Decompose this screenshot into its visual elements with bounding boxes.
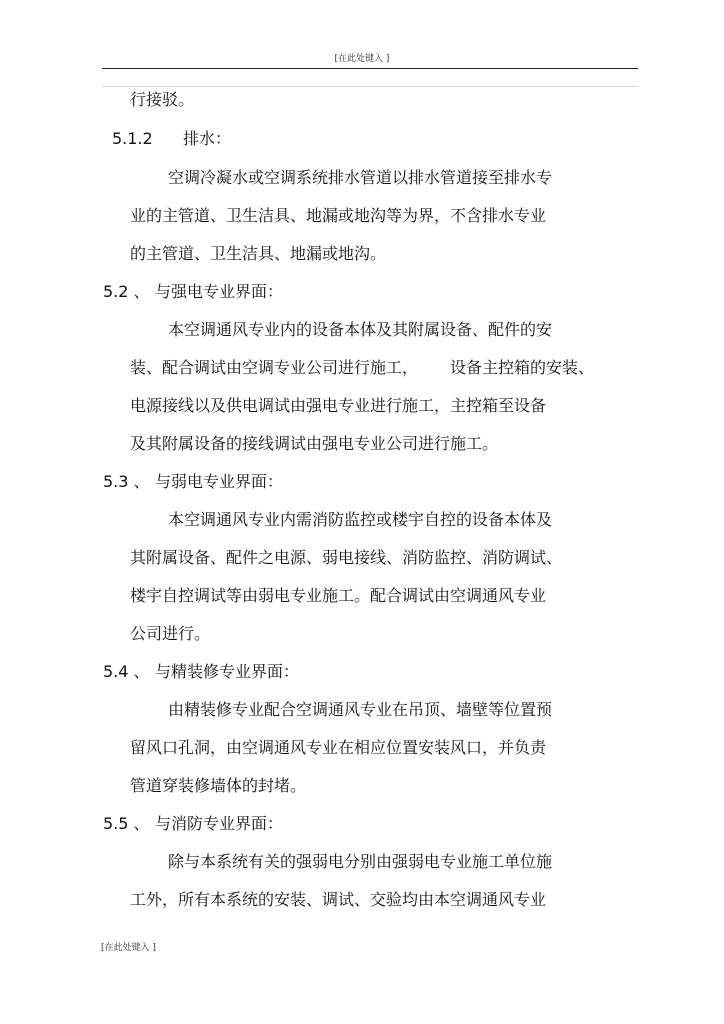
body-line: 管道穿装修墙体的封堵。 bbox=[130, 776, 307, 795]
section-number: 5.1.2 bbox=[112, 129, 153, 148]
section-heading bbox=[103, 814, 283, 834]
section-number: 5.4 、 bbox=[103, 662, 150, 681]
section-heading bbox=[103, 282, 283, 302]
section-title: 与弱电专业界面： bbox=[155, 472, 284, 491]
page-header: [在此处键入 ] bbox=[334, 54, 390, 64]
body-line: 工外，所有本系统的安装、调试、交验均由本空调通风专业 bbox=[130, 890, 547, 909]
page-footer: [在此处键入 ] bbox=[101, 943, 156, 953]
body-line: 楼宇自控调试等由弱电专业施工。配合调试由空调通风专业 bbox=[130, 586, 547, 605]
body-line: 本空调通风专业内需消防监控或楼宇自控的设备本体及 bbox=[168, 510, 553, 529]
body-line: 业的主管道、卫生洁具、地漏或地沟等为界，不含排水专业 bbox=[130, 206, 547, 225]
body-line: 及其附属设备的接线调试由强电专业公司进行施工。 bbox=[130, 434, 499, 453]
body-line: 行接驳。 bbox=[130, 90, 195, 109]
section-title: 排水： bbox=[183, 129, 232, 148]
body-line: 电源接线以及供电调试由强电专业进行施工，主控箱至设备 bbox=[130, 396, 547, 415]
header-rule bbox=[102, 68, 638, 69]
section-heading bbox=[103, 662, 299, 682]
section-number: 5.2 、 bbox=[103, 282, 150, 301]
body-line: 其附属设备、配件之电源、弱电接线、消防监控、消防调试、 bbox=[130, 548, 563, 567]
section-heading bbox=[103, 472, 283, 492]
body-line: 公司进行。 bbox=[130, 624, 211, 643]
header-rule-light bbox=[102, 86, 638, 87]
section-number: 5.5 、 bbox=[103, 814, 150, 833]
body-line: 由精装修专业配合空调通风专业在吊顶、墙壁等位置预 bbox=[168, 700, 553, 719]
section-title: 与精装修专业界面： bbox=[155, 662, 300, 681]
section-heading bbox=[112, 129, 231, 149]
body-line: 的主管道、卫生洁具、地漏或地沟。 bbox=[130, 244, 387, 263]
section-title: 与强电专业界面： bbox=[155, 282, 284, 301]
body-line-part: 设备主控箱的安装、 bbox=[450, 358, 595, 377]
section-title: 与消防专业界面： bbox=[155, 814, 284, 833]
body-line-part: 装、配合调试由空调专业公司进行施工， bbox=[130, 358, 419, 377]
body-line: 本空调通风专业内的设备本体及其附属设备、配件的安 bbox=[168, 320, 553, 339]
body-line: 空调冷凝水或空调系统排水管道以排水管道接至排水专 bbox=[168, 168, 553, 187]
body-line: 留风口孔洞，由空调通风专业在相应位置安装风口，并负责 bbox=[130, 738, 547, 757]
body-line bbox=[130, 358, 594, 378]
body-line: 除与本系统有关的强弱电分别由强弱电专业施工单位施 bbox=[168, 852, 553, 871]
section-number: 5.3 、 bbox=[103, 472, 150, 491]
